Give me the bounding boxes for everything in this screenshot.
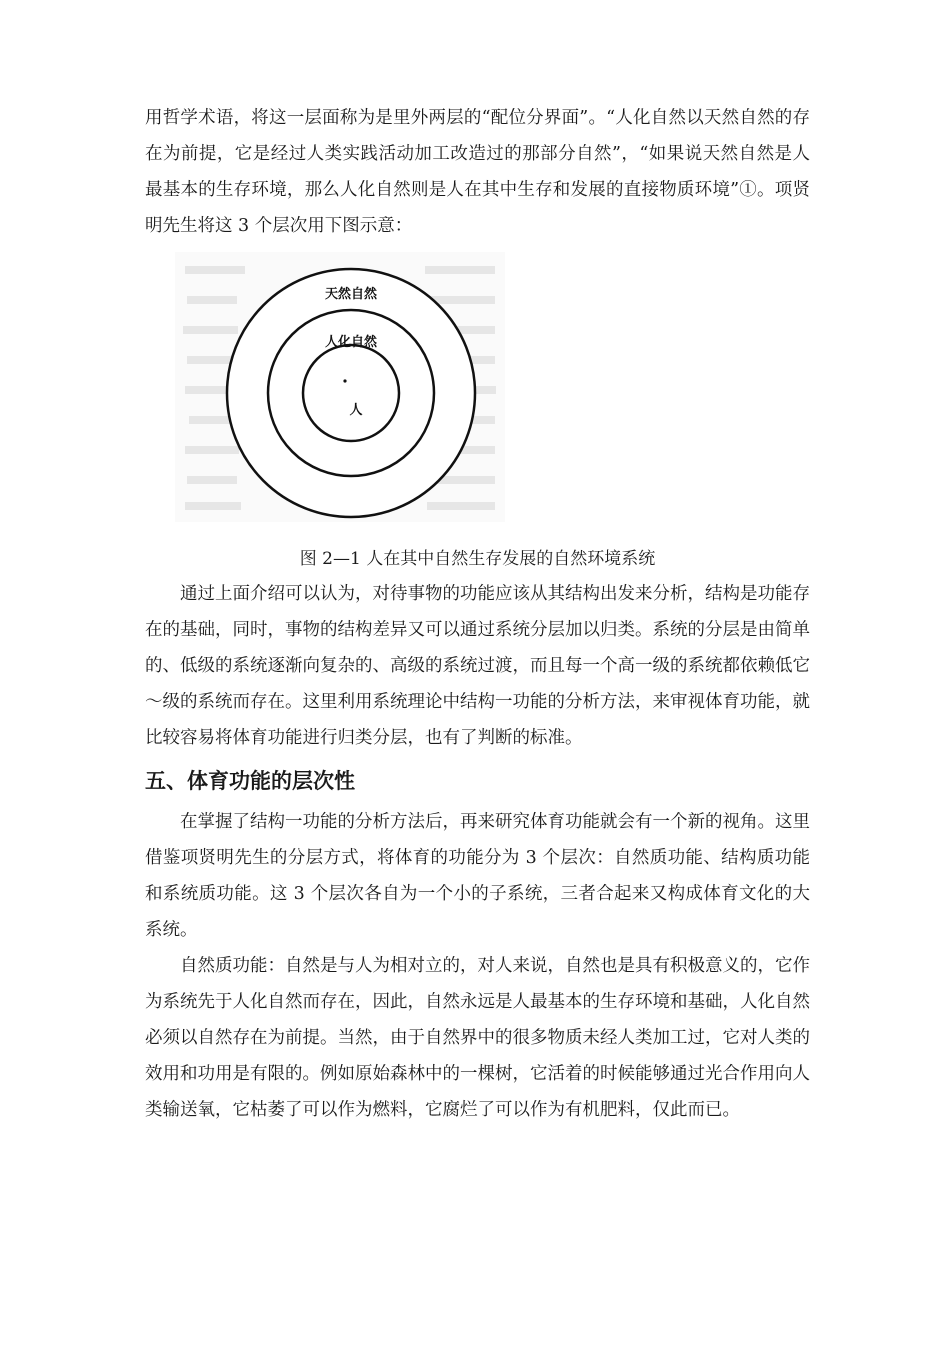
- paragraph-method: 在掌握了结构一功能的分析方法后，再来研究体育功能就会有一个新的视角。这里借鉴项贤明先生的分层方式，将体育的功能分为 3 个层次：自然质功能、结构质功能和系统质功能。这 3 个层次各自为一个小的子系统，三者合起来又构成体育文化的大系统。: [145, 812, 810, 940]
- paragraph-structure: 通过上面介绍可以认为，对待事物的功能应该从其结构出发来分析，结构是功能存在的基础，同时，事物的结构差异又可以通过系统分层加以归类。系统的分层是由简单的、低级的系统逐渐向复杂的、高级的系统过渡，而且每一个高一级的系统都依赖低它～级的系统而存在。这里利用系统理论中结构一功能的分析方法，来审视体育功能，就比较容易将体育功能进行归类分层，也有了判断的标准。: [145, 584, 810, 748]
- inner-circle: [303, 345, 399, 441]
- figure-concentric-circles: [145, 252, 810, 542]
- outer-circle-label: 天然自然: [324, 287, 378, 302]
- page-content: [145, 100, 810, 1128]
- section-heading: 五、体育功能的层次性: [145, 769, 355, 793]
- paragraph-intro: 用哲学术语，将这一层面称为是里外两层的“配位分界面”。“人化自然以天然自然的存在为前提，它是经过人类实践活动加工改造过的那部分自然”，“如果说天然自然是人最基本的生存环境，那么人化自然则是人在其中生存和发展的直接物质环境”①。项贤明先生将这 3 个层次用下图示意：: [145, 108, 810, 236]
- paragraph-natural-function: 自然质功能：自然是与人为相对立的，对人来说，自然也是具有积极意义的，它作为系统先于人化自然而存在，因此，自然永远是人最基本的生存环境和基础，人化自然必须以自然存在为前提。当然，由于自然界中的很多物质未经人类加工过，它对人类的效用和功用是有限的。例如原始森林中的一棵树，它活着的时候能够通过光合作用向人类输送氧，它枯萎了可以作为燃料，它腐烂了可以作为有机肥料，仅此而已。: [145, 956, 810, 1120]
- middle-circle-label: 人化自然: [324, 335, 378, 350]
- figure-caption: 图 2—1 人在其中自然生存发展的自然环境系统: [299, 549, 656, 569]
- inner-circle-label: 人: [349, 403, 363, 418]
- center-dot: [343, 379, 346, 382]
- concentric-circles-diagram: [175, 252, 775, 542]
